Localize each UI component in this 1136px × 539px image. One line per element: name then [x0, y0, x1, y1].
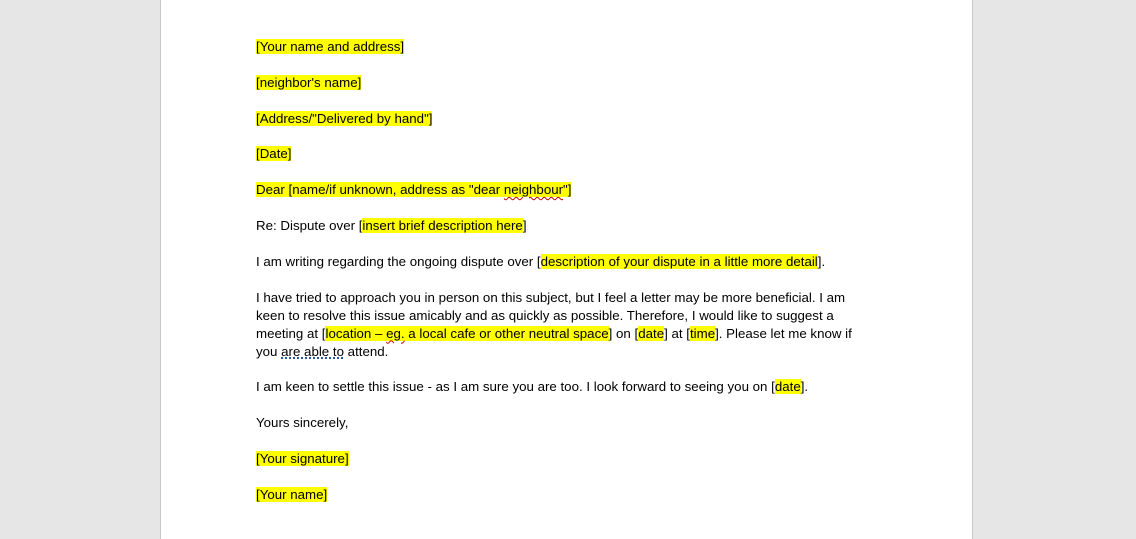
sender-line [256, 38, 876, 56]
p1-suffix: ]. [817, 253, 826, 269]
re-suffix: ] [522, 217, 527, 233]
closing-line [256, 414, 876, 432]
re-line [256, 217, 876, 235]
salutation-line [256, 181, 876, 199]
p2-location-a: location – [325, 325, 387, 341]
p1-placeholder: description of your dispute in a little more detail [540, 253, 818, 269]
p3-prefix: I am keen to settle this issue - as I am sure you are too. I look forward to seeing you on [ [256, 379, 775, 395]
paragraph-2 [256, 289, 876, 361]
p2-time-placeholder: time [689, 325, 716, 341]
sender-placeholder: [Your name and address] [256, 39, 405, 54]
recipient-name-line [256, 74, 876, 92]
p2-after-time: ]. Please let me know if you [256, 325, 852, 359]
signature-placeholder: [Your signature] [256, 450, 349, 466]
paragraph-1 [256, 253, 876, 271]
date-line [256, 145, 876, 163]
p2-text: I have tried to approach you in person on this subject, but I feel a letter may be more beneficial. I am keen to resolve this issue amicably and as quickly as possible. Therefore, I would like to suggest a meeting at [ [256, 289, 846, 341]
date-placeholder: [Date] [256, 146, 292, 162]
name-placeholder: [Your name] [256, 486, 328, 502]
spelling-error-word[interactable]: neighbour [503, 182, 564, 198]
salutation-text-c: "] [563, 182, 572, 198]
re-placeholder: insert brief description here [362, 217, 523, 233]
p2-on: ] on [ [608, 325, 639, 341]
p2-end: attend. [343, 343, 389, 359]
recipient-address-placeholder: [Address/"Delivered by hand"] [256, 110, 433, 126]
document-page[interactable] [160, 0, 973, 539]
p2-at: ] at [ [664, 325, 690, 341]
p3-date-placeholder: date [774, 379, 801, 395]
recipient-name-placeholder: [neighbor's name] [256, 74, 362, 90]
p3-suffix: ]. [800, 379, 809, 395]
closing-text: Yours sincerely, [256, 415, 349, 431]
letter-body[interactable] [256, 38, 876, 522]
grammar-suggestion[interactable]: are able to [281, 343, 344, 359]
p1-prefix: I am writing regarding the ongoing dispute over [ [256, 253, 541, 269]
salutation-text-a: Dear [name/if unknown, address as "dear [256, 182, 504, 198]
recipient-address-line [256, 110, 876, 128]
name-line [256, 486, 876, 504]
salutation-placeholder [256, 182, 571, 197]
spelling-error-word[interactable]: eg. [386, 325, 405, 341]
p2-location-placeholder [325, 326, 608, 341]
p2-location-c: a local cafe or other neutral space [404, 325, 609, 341]
p2-date-placeholder: date [638, 325, 665, 341]
signature-line [256, 450, 876, 468]
paragraph-3 [256, 378, 876, 396]
re-prefix: Re: Dispute over [ [256, 217, 363, 233]
